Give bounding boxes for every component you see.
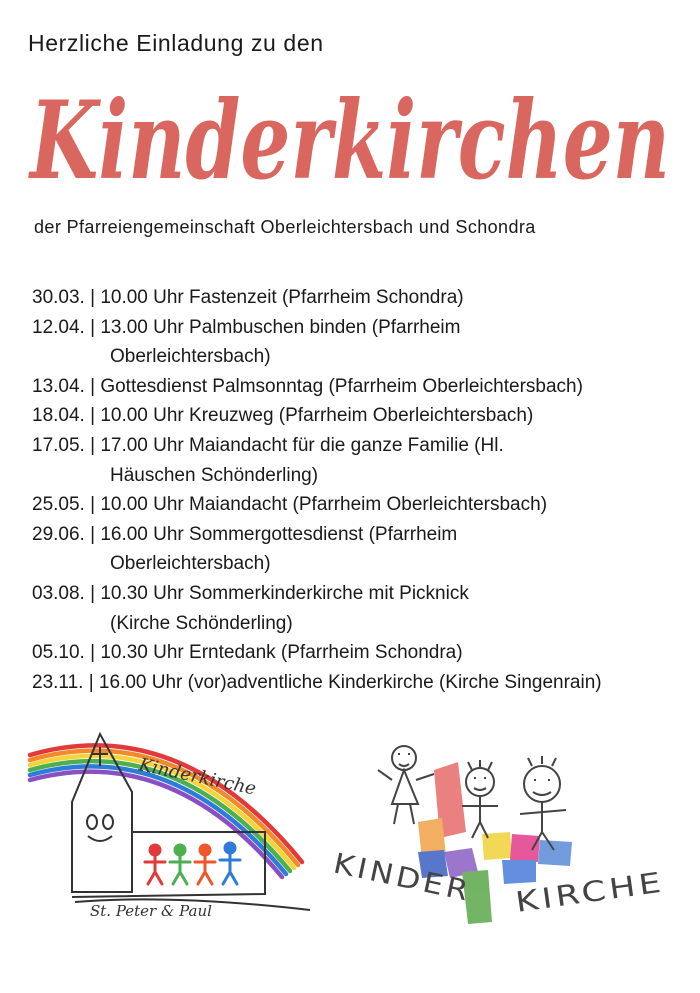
event-line: 03.08. | 10.30 Uhr Sommerkinderkirche mit Picknick bbox=[32, 582, 469, 604]
logo-word-kinder: KINDER bbox=[330, 846, 459, 905]
logo-word: Kinderkirche bbox=[136, 754, 258, 800]
event-line: 17.05. | 17.00 Uhr Maiandacht für die ganze Familie (Hl. bbox=[32, 434, 504, 456]
event-item bbox=[32, 431, 692, 490]
intro-text: Herzliche Einladung zu den bbox=[28, 30, 324, 56]
subtitle: der Pfarreiengemeinschaft Oberleichtersbach und Schondra bbox=[34, 217, 536, 237]
event-line: 13.04. | Gottesdienst Palmsonntag (Pfarrheim Oberleichtersbach) bbox=[32, 375, 583, 397]
event-item bbox=[32, 313, 692, 372]
event-line: 12.04. | 13.00 Uhr Palmbuschen binden (Pfarrheim bbox=[32, 316, 461, 338]
event-item bbox=[32, 401, 692, 431]
event-line: 05.10. | 10.30 Uhr Erntedank (Pfarrheim Schondra) bbox=[32, 642, 463, 664]
church-rainbow-logo bbox=[20, 722, 325, 922]
title-text: Kinderkirchen bbox=[27, 78, 671, 204]
kinderkirche-logo bbox=[322, 722, 682, 927]
event-item bbox=[32, 490, 692, 520]
children-drawing-icon bbox=[378, 746, 566, 850]
event-item bbox=[32, 372, 692, 402]
event-line: 30.03. | 10.00 Uhr Fastenzeit (Pfarrheim Schondra) bbox=[32, 287, 464, 308]
event-line: 29.06. | 16.00 Uhr Sommergottesdienst (Pfarrheim bbox=[32, 523, 458, 545]
event-item bbox=[32, 283, 692, 313]
logo-word-kirche: KIRCHE bbox=[513, 869, 638, 919]
event-line: 23.11. | 16.00 Uhr (vor)adventliche Kinderkirche (Kirche Singenrain) bbox=[32, 671, 602, 693]
event-line-continued: (Kirche Schönderling) bbox=[110, 612, 293, 634]
logo-caption: St. Peter & Paul bbox=[90, 902, 212, 920]
children-figures-icon bbox=[145, 843, 240, 884]
event-list bbox=[32, 283, 692, 697]
event-line-continued: Häuschen Schönderling) bbox=[110, 464, 319, 486]
event-line-continued: Oberleichtersbach) bbox=[110, 346, 271, 368]
event-item bbox=[32, 638, 692, 668]
event-item bbox=[32, 668, 692, 698]
event-line: 18.04. | 10.00 Uhr Kreuzweg (Pfarrheim Oberleichtersbach) bbox=[32, 405, 534, 427]
event-item bbox=[32, 520, 692, 579]
event-line-continued: Oberleichtersbach) bbox=[110, 553, 271, 575]
page-title bbox=[0, 50, 700, 220]
event-item bbox=[32, 579, 692, 638]
event-line: 25.05. | 10.00 Uhr Maiandacht (Pfarrheim Oberleichtersbach) bbox=[32, 494, 548, 516]
